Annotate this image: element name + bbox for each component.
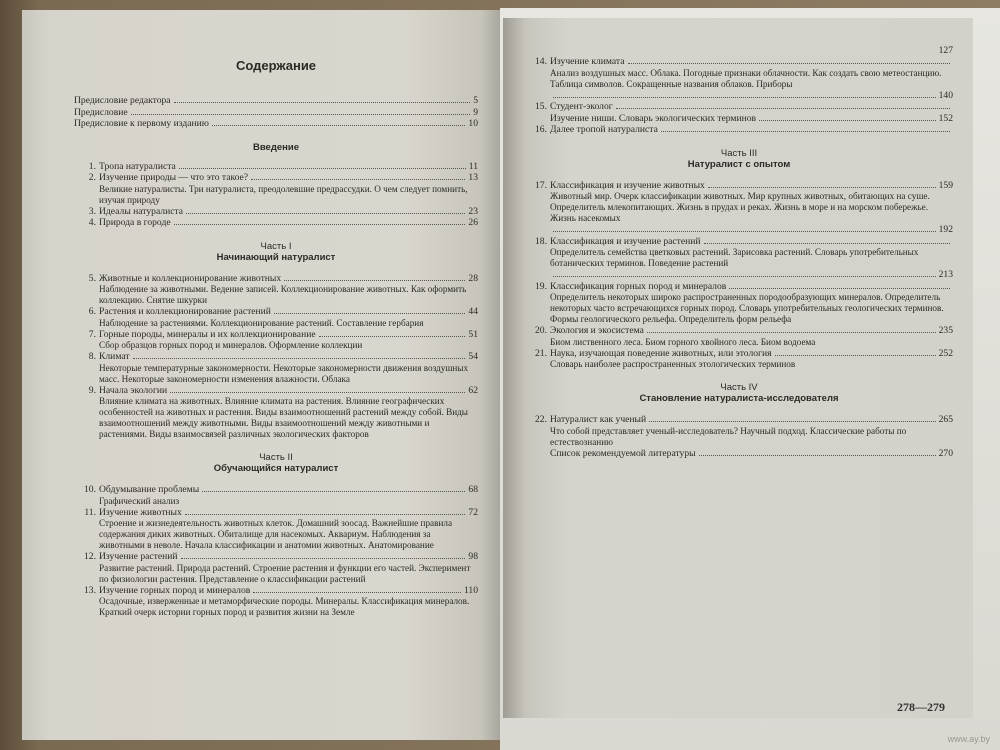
toc-entry-subtopics: Сбор образцов горных пород и минералов. Оформление коллекции (99, 340, 363, 350)
toc-entry-title: Студент-эколог (550, 101, 613, 112)
toc-entry-page: 192 (938, 224, 953, 235)
toc-entry-page: 265 (938, 414, 953, 425)
toc-leader-dots (553, 276, 936, 277)
toc-leader-dots (202, 491, 465, 492)
toc-entry-subtopics: Животный мир. Очерк классификации животных. Мир крупных животных, обитающих на суше. Определитель млекопитающих. Жизнь в прудах и реках. Жизнь в море и на морском побережье. Жизнь насекомых (550, 191, 930, 223)
toc-entry-title: Растения и коллекционирование растений (99, 306, 271, 317)
contents-heading: Содержание (235, 58, 317, 73)
toc-entry-number: 20. (535, 325, 547, 336)
toc-entry (525, 90, 953, 102)
toc-entry-title: Изучение ниши. Словарь экологических терминов (550, 112, 757, 124)
toc-entry-subtopics: Некоторые температурные закономерности. Некоторые закономерности движения воздушных масс. Некоторые закономерности изменения влажности. Облака (99, 362, 469, 384)
toc-entry-title: Предисловие редактора (74, 95, 171, 106)
toc-entry-title: Изучение горных пород и минералов (99, 584, 251, 596)
toc-entry (74, 95, 478, 107)
toc-entry-page: 9 (473, 106, 478, 118)
toc-entry-title: Изучение климата (550, 56, 625, 67)
toc-leader-dots (131, 114, 471, 115)
toc-entry-page: 51 (468, 328, 478, 340)
toc-entry-page: 140 (938, 89, 953, 101)
continued-list (525, 56, 953, 136)
toc-leader-dots (616, 108, 950, 109)
toc-entry (525, 448, 953, 460)
toc-entry (74, 507, 478, 519)
part2-title: Обучающийся натуралист (213, 463, 339, 474)
toc-entry-subtopics: Наблюдение за животными. Ведение записей. Коллекционирование животных. Как оформить коллекцию. Снятие шкурки (99, 284, 467, 305)
toc-entry-page: 213 (938, 269, 953, 280)
toc-entry-number: 10. (84, 484, 96, 495)
toc-entry-page: 13 (468, 172, 478, 183)
intro-heading: Введение (252, 141, 300, 153)
toc-leader-dots (661, 131, 950, 132)
toc-leader-dots (729, 288, 950, 289)
toc-entry-number: 14. (535, 56, 547, 67)
toc-entry (525, 56, 953, 68)
toc-entry (74, 329, 478, 341)
toc-entry-title: Обдумывание проблемы (99, 484, 200, 495)
toc-entry-title: Животные и коллекционирование животных (99, 272, 282, 284)
toc-entry-page: 28 (468, 272, 478, 284)
front-matter-list (74, 95, 478, 130)
toc-entry (525, 224, 953, 236)
part4-title: Становление натуралиста-исследователя (639, 393, 839, 404)
toc-entry (525, 236, 953, 248)
left-page (22, 10, 500, 740)
toc-entry (525, 414, 953, 426)
toc-entry-title: Климат (99, 351, 130, 362)
toc-entry-title: Список рекомендуемой литературы (550, 447, 696, 459)
part4-list (525, 414, 953, 459)
toc-leader-dots (553, 97, 936, 98)
toc-entry-page: 98 (468, 551, 478, 562)
toc-leader-dots (319, 336, 466, 337)
toc-entry-number: 4. (88, 217, 96, 228)
toc-entry-number: 21. (535, 347, 547, 359)
toc-leader-dots (284, 280, 465, 281)
toc-entry-title: Далее тропой натуралиста (550, 124, 658, 135)
toc-leader-dots (133, 358, 466, 359)
toc-entry (74, 172, 478, 184)
part3-list (525, 180, 953, 371)
toc-entry-number: 6. (88, 306, 96, 317)
part4-label: Часть IV (720, 382, 758, 393)
toc-entry (74, 351, 478, 363)
right-page (503, 18, 973, 718)
toc-entry (525, 124, 953, 136)
toc-entry-number: 17. (535, 179, 547, 191)
toc-entry (74, 107, 478, 119)
toc-entry-title: Горные породы, минералы и их коллекционирование (99, 328, 316, 340)
toc-entry-subtopics: Влияние климата на животных. Влияние климата на растения. Влияние географических особенностей на животных и растения. Виды взаимоотношений растений между собой. Виды взаимоотношений между животными. Виды взаимоотношений между животными и растениями. Виды взаимосвязей различных экологических факторов (99, 396, 468, 439)
toc-entry-title: Идеалы натуралиста (99, 205, 184, 217)
toc-entry-subtopics: Определитель некоторых широко распространенных породообразующих минералов. Определитель некоторых часто встречающихся горных пород. Словарь употребительных геологических терминов. Формы геологического рельефа. Определитель форм рельефа (550, 292, 944, 324)
toc-leader-dots (704, 243, 950, 244)
toc-entry (74, 118, 478, 130)
part1-title: Начинающий натуралист (216, 251, 336, 263)
toc-leader-dots (174, 224, 466, 225)
toc-entry-number: 16. (535, 124, 547, 135)
toc-entry-number: 19. (535, 280, 547, 292)
toc-leader-dots (647, 332, 936, 333)
toc-entry-number: 1. (88, 160, 96, 172)
toc-entry-page: 159 (938, 179, 953, 191)
part3-label: Часть III (720, 147, 758, 159)
toc-entry-subtopics: Осадочные, изверженные и метаморфические породы. Минералы. Классификация минералов. Краткий очерк истории горных пород и развития жизни на Земле (99, 596, 470, 617)
toc-entry-number: 12. (84, 551, 96, 562)
toc-entry (74, 161, 478, 173)
watermark: www.ay.by (947, 734, 990, 744)
toc-entry-page: 110 (463, 584, 478, 596)
toc-entry-page: 235 (938, 325, 953, 336)
toc-entry-title: Натуралист как ученый (550, 414, 647, 425)
toc-entry (74, 585, 478, 597)
toc-leader-dots (759, 120, 936, 121)
toc-entry-subtopics: Наблюдение за растениями. Коллекционирование растений. Составление гербария (99, 317, 424, 328)
toc-entry-page: 5 (473, 95, 478, 106)
toc-entry (525, 348, 953, 360)
toc-entry-subtopics: Великие натуралисты. Три натуралиста, преодолевшие предрассудки. О чем следует помнить, изучая природу (99, 183, 468, 205)
toc-entry-number: 15. (535, 101, 547, 112)
toc-entry (525, 281, 953, 293)
toc-entry-subtopics: Графический анализ (99, 495, 180, 506)
toc-entry (74, 385, 478, 397)
toc-entry-subtopics: Что собой представляет ученый-исследователь? Научный подход. Классические работы по естествознанию (550, 425, 907, 447)
part2-label: Часть II (259, 452, 293, 463)
toc-leader-dots (274, 313, 465, 314)
toc-entry-subtopics: Биом лиственного леса. Биом горного хвойного леса. Биом водоема (550, 336, 816, 347)
toc-entry-title: Экология и экосистема (550, 325, 644, 336)
toc-entry-title: Предисловие к первому изданию (74, 118, 209, 129)
toc-leader-dots (708, 187, 936, 188)
toc-entry-subtopics: Анализ воздушных масс. Облака. Погодные признаки облачности. Как создать свою метеостанцию. Таблица символов. Сокращенные названия облаков. Приборы (550, 67, 942, 89)
toc-entry-title: Классификация и изучение растений (550, 235, 701, 247)
toc-entry-subtopics: Определитель семейства цветковых растений. Зарисовка растений. Словарь употребительных ботанических терминов. Поведение растений (550, 247, 919, 268)
toc-entry (525, 325, 953, 337)
toc-entry-page: 72 (468, 506, 478, 518)
toc-entry-title: Предисловие (74, 106, 128, 118)
toc-entry-page: 62 (468, 384, 478, 396)
toc-entry (525, 180, 953, 192)
toc-leader-dots (251, 179, 465, 180)
toc-leader-dots (628, 63, 951, 64)
toc-entry-page: 23 (468, 205, 478, 217)
toc-leader-dots (775, 355, 936, 356)
page-folio: 278—279 (897, 700, 945, 714)
toc-entry (525, 269, 953, 281)
toc-entry-page: 11 (468, 160, 478, 172)
toc-leader-dots (649, 421, 935, 422)
toc-entry-title: Изучение животных (99, 506, 182, 518)
toc-entry-number: 7. (88, 328, 96, 340)
toc-entry-page: 26 (468, 217, 478, 228)
toc-entry (74, 306, 478, 318)
toc-entry-title: Наука, изучающая поведение животных, или этология (550, 347, 772, 359)
toc-entry (74, 206, 478, 218)
toc-entry-page: 44 (468, 306, 478, 317)
toc-entry-page: 68 (468, 484, 478, 495)
toc-leader-dots (553, 231, 936, 232)
toc-leader-dots (179, 168, 466, 169)
toc-leader-dots (212, 125, 465, 126)
toc-entry-title: Классификация горных пород и минералов (550, 280, 727, 292)
toc-entry-title: Начала экологии (99, 384, 168, 396)
toc-entry-number: 11. (84, 506, 96, 518)
toc-entry-number: 8. (88, 351, 96, 362)
toc-entry-title: Изучение природы — что это такое? (99, 172, 249, 183)
toc-entry-title: Изучение растений (99, 551, 178, 562)
toc-entry-title: Классификация и изучение животных (550, 179, 705, 191)
toc-entry (525, 101, 953, 113)
toc-entry-subtopics: Развитие растений. Природа растений. Строение растения и функции его частей. Эксперимент по физиологии растения. Представление о классификации растений (99, 562, 471, 584)
part1-label: Часть I (260, 240, 292, 252)
toc-leader-dots (699, 455, 936, 456)
toc-entry (74, 551, 478, 563)
toc-entry-number: 5. (88, 272, 96, 284)
toc-entry-number: 22. (535, 414, 547, 425)
toc-entry-page: 10 (468, 118, 478, 129)
toc-entry (74, 484, 478, 496)
part3-title: Натуралист с опытом (687, 158, 791, 170)
toc-entry-number: 3. (88, 205, 96, 217)
toc-entry-page: 270 (938, 447, 953, 459)
part2-list (74, 484, 478, 618)
toc-entry-number: 18. (535, 235, 547, 247)
toc-entry-number: 9. (88, 384, 96, 396)
toc-entry (74, 217, 478, 229)
toc-entry (525, 113, 953, 125)
toc-leader-dots (174, 102, 471, 103)
carryover-page-number: 127 (938, 45, 953, 56)
toc-leader-dots (185, 514, 466, 515)
toc-leader-dots (186, 213, 465, 214)
toc-entry-number: 13. (84, 584, 96, 596)
toc-entry-page: 252 (938, 347, 953, 359)
toc-entry-title: Тропа натуралиста (99, 160, 176, 172)
toc-entry-subtopics: Строение и жизнедеятельность животных клеток. Домашний зоосад. Важнейшие правила содержания диких животных. Обиталище для насекомых. Аквариум. Наблюдения за животными в неволе. Начала классификации и анатомии животных. Анатомирование (99, 518, 453, 550)
toc-entry-subtopics: Словарь наиболее распространенных этологических терминов (550, 359, 796, 369)
toc-entry (74, 273, 478, 285)
toc-entry-page: 152 (938, 112, 953, 124)
intro-list (74, 161, 478, 229)
toc-entry-number: 2. (88, 172, 96, 183)
part1-list (74, 273, 478, 441)
toc-entry-page: 54 (468, 351, 478, 362)
toc-leader-dots (253, 592, 461, 593)
toc-entry-title: Природа в городе (99, 217, 171, 228)
toc-leader-dots (170, 392, 465, 393)
toc-leader-dots (181, 558, 466, 559)
